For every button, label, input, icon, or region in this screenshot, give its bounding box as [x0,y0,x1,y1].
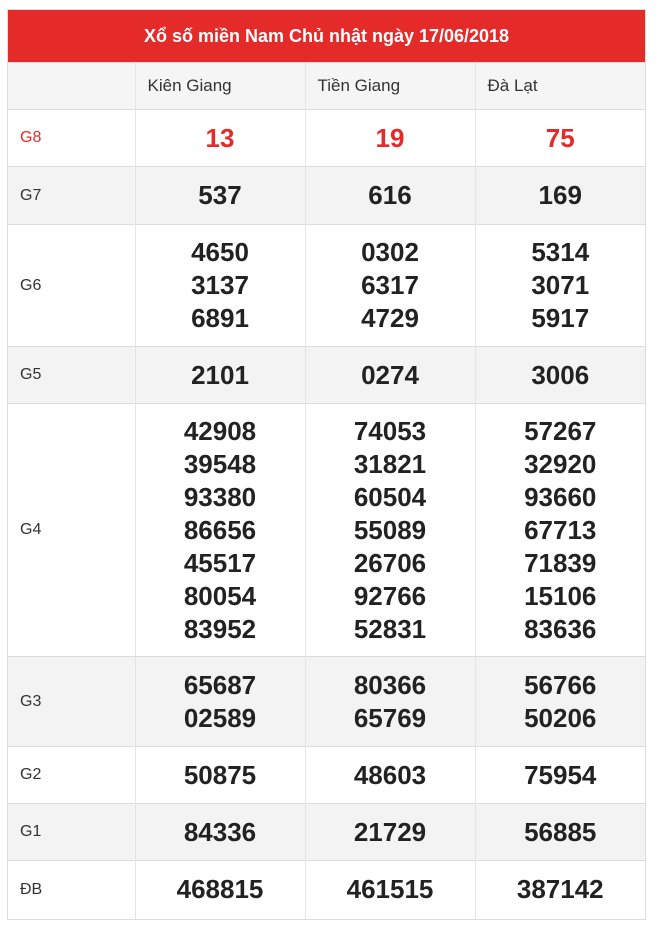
prize-row-đb [8,861,645,919]
prize-number: 2101 [191,359,249,390]
prize-label: G4 [8,404,135,657]
province-header-tien-giang: Tiền Giang [305,63,475,110]
prize-number: 616 [368,180,412,210]
prize-number: 65769 [353,702,427,733]
prize-label: G7 [8,167,135,225]
prize-cell [305,861,475,919]
prize-number: 0274 [361,359,419,390]
prize-number: 50206 [524,702,597,733]
prize-number: 169 [538,180,582,210]
prize-cell [475,747,645,804]
prize-number: 537 [198,180,242,210]
prize-cell [475,404,645,657]
header-empty-cell [8,63,135,110]
prize-cell [305,347,475,404]
prize-cell [475,225,645,347]
prize-label: G1 [8,804,135,861]
prize-row-g1 [8,804,645,861]
prize-number: 387142 [516,874,604,905]
prize-number: 15106 [524,580,597,611]
prize-number: 74053 [353,415,427,446]
prize-number: 92766 [353,580,427,611]
prize-cell [135,225,305,347]
prize-number: 67713 [524,514,597,545]
prize-number: 6317 [361,270,419,300]
prize-row-g7 [8,167,645,225]
prize-cell [305,657,475,747]
prize-cell [135,347,305,404]
prize-row-g8 [8,110,645,167]
prize-number: 3071 [531,270,590,300]
prize-cell [305,225,475,347]
prize-number: 3006 [531,359,590,390]
prize-number: 83952 [183,613,257,644]
prize-number: 75 [545,122,575,153]
prize-number: 31821 [353,448,427,479]
prize-cell [305,404,475,657]
prize-label: G6 [8,225,135,347]
prize-number: 93660 [524,481,597,512]
prize-number: 4729 [361,303,419,333]
prize-number: 6891 [191,303,249,333]
prize-cell [135,167,305,225]
prize-label: G3 [8,657,135,747]
prize-row-g3 [8,657,645,747]
prize-number: 50875 [183,759,257,790]
prize-number: 42908 [183,415,257,446]
prize-label: ĐB [8,861,135,919]
prize-cell [135,657,305,747]
prize-cell [135,404,305,657]
prize-number: 26706 [353,547,427,578]
prize-cell [475,657,645,747]
prize-number: 0302 [361,237,419,267]
prize-row-g5 [8,347,645,404]
prize-number: 19 [375,122,405,153]
prize-cell [305,804,475,861]
prize-cell [135,110,305,167]
prize-row-g4 [8,404,645,657]
province-header-da-lat: Đà Lạt [475,63,645,110]
prize-number: 75954 [524,759,597,790]
prize-number: 13 [205,122,235,153]
prize-number: 02589 [183,702,257,733]
prize-label: G5 [8,347,135,404]
prize-cell [135,861,305,919]
prize-number: 45517 [183,547,257,578]
prize-number: 21729 [353,816,427,847]
results-title: Xổ số miền Nam Chủ nhật ngày 17/06/2018 [8,10,645,62]
prize-number: 48603 [353,759,427,790]
prize-number: 80054 [183,580,257,611]
prize-number: 83636 [524,613,597,644]
prize-number: 55089 [353,514,427,545]
prize-number: 84336 [183,816,257,847]
prize-cell [475,347,645,404]
prize-number: 32920 [524,448,597,479]
lottery-results-card [7,9,646,920]
prize-number: 80366 [353,669,427,700]
prize-number: 57267 [524,415,597,446]
prize-cell [475,167,645,225]
prize-number: 39548 [183,448,257,479]
prize-cell [475,861,645,919]
prize-number: 5917 [531,303,590,333]
prize-number: 65687 [183,669,257,700]
prize-number: 52831 [353,613,427,644]
prize-cell [305,167,475,225]
table-header-row [8,63,645,110]
prize-number: 86656 [183,514,257,545]
prize-number: 5314 [531,237,590,267]
prize-cell [135,747,305,804]
prize-cell [305,110,475,167]
province-header-kien-giang: Kiên Giang [135,63,305,110]
results-table [8,62,645,919]
prize-number: 468815 [176,874,264,905]
prize-number: 4650 [191,237,249,267]
prize-number: 56766 [524,669,597,700]
prize-row-g6 [8,225,645,347]
prize-label: G8 [8,110,135,167]
prize-number: 461515 [346,874,434,905]
prize-number: 93380 [183,481,257,512]
prize-number: 56885 [524,816,597,847]
prize-cell [475,110,645,167]
prize-number: 71839 [524,547,597,578]
prize-row-g2 [8,747,645,804]
prize-number: 3137 [191,270,249,300]
prize-cell [305,747,475,804]
prize-cell [475,804,645,861]
prize-label: G2 [8,747,135,804]
prize-number: 60504 [353,481,427,512]
prize-cell [135,804,305,861]
